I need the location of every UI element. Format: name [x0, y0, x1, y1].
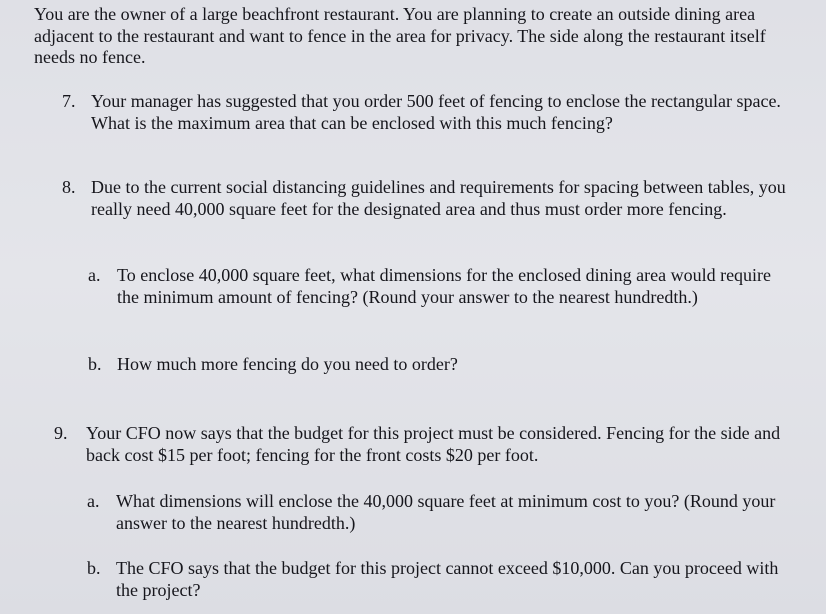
question-8: [62, 176, 802, 220]
question-9: [54, 422, 814, 466]
question-9a: [87, 490, 787, 534]
question-9-number: 9.: [54, 423, 68, 443]
question-8b: [88, 353, 788, 375]
question-8b-label: b.: [88, 354, 102, 374]
question-9a-label: a.: [87, 491, 100, 511]
question-9b-text: The CFO says that the budget for this project cannot exceed $10,000. Can you proceed with the project?: [116, 558, 779, 600]
question-7-number: 7.: [62, 91, 76, 111]
question-9-text: Your CFO now says that the budget for this project must be considered. Fencing for the side and back cost $15 per foot; fencing for the front costs $20 per foot.: [86, 423, 781, 465]
question-8a-label: a.: [88, 265, 101, 285]
question-7-text: Your manager has suggested that you order 500 feet of fencing to enclose the rectangular space. What is the maximum area that can be enclosed with this much fencing?: [91, 91, 781, 133]
question-8a-text: To enclose 40,000 square feet, what dimensions for the enclosed dining area would require the minimum amount of fencing? (Round your answer to the nearest hundredth.): [117, 265, 772, 307]
question-7: [62, 90, 802, 134]
question-9a-text: What dimensions will enclose the 40,000 square feet at minimum cost to you? (Round your answer to the nearest hundredth.): [116, 491, 776, 533]
question-8b-text: How much more fencing do you need to order?: [117, 354, 458, 374]
question-8-number: 8.: [62, 177, 76, 197]
question-9b: [87, 557, 787, 601]
question-8a: [88, 264, 788, 308]
intro-paragraph: You are the owner of a large beachfront restaurant. You are planning to create an outside dining area adjacent to the restaurant and want to fence in the area for privacy. The side along the restaurant itself needs no fence.: [34, 4, 766, 67]
question-8-text: Due to the current social distancing guidelines and requirements for spacing between tables, you really need 40,000 square feet for the designated area and thus must order more fencing.: [91, 177, 786, 219]
question-9b-label: b.: [87, 558, 101, 578]
